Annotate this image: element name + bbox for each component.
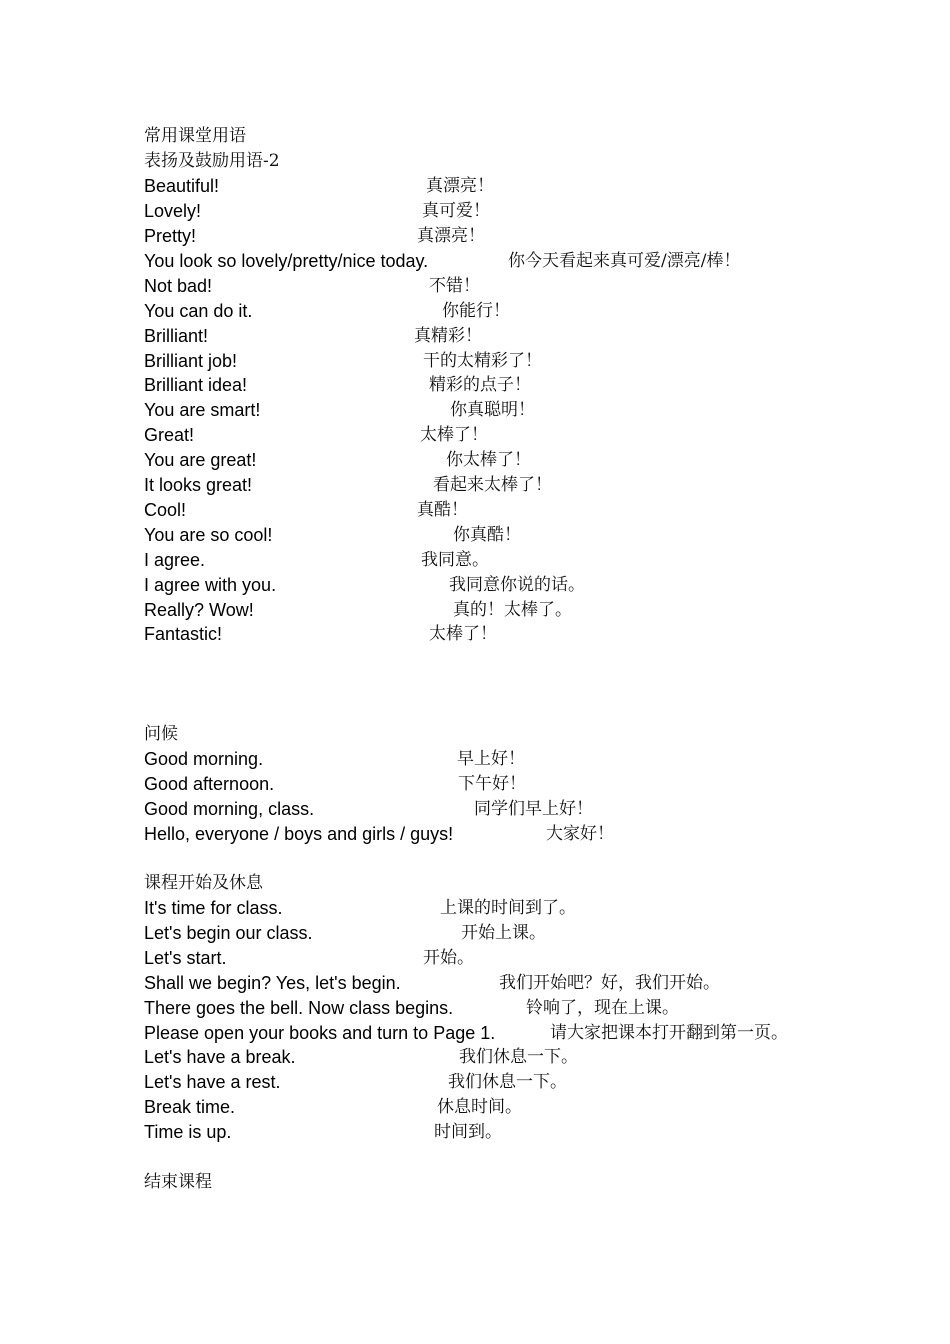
phrase-row <box>0 1120 950 1144</box>
chinese-translation: 时间到。 <box>434 1122 502 1142</box>
english-phrase: Let's begin our class. <box>144 923 313 943</box>
phrase-row <box>0 573 950 597</box>
chinese-translation: 我同意你说的话。 <box>449 575 585 595</box>
english-phrase: Let's have a break. <box>144 1047 296 1067</box>
english-phrase: Brilliant job! <box>144 351 238 371</box>
english-phrase: Shall we begin? Yes, let's begin. <box>144 973 401 993</box>
phrase-row <box>0 896 950 920</box>
phrase-row <box>0 523 950 547</box>
phrase-row <box>0 996 950 1020</box>
english-phrase: Let's have a rest. <box>144 1072 281 1092</box>
section-heading-class-end: 结束课程 <box>144 1172 212 1192</box>
phrase-row <box>0 199 950 223</box>
chinese-translation: 下午好！ <box>458 774 526 794</box>
english-phrase: You are great! <box>144 450 257 470</box>
phrase-row <box>0 373 950 397</box>
chinese-translation: 你真酷！ <box>453 525 521 545</box>
phrase-row <box>0 299 950 323</box>
english-phrase: Lovely! <box>144 201 202 221</box>
phrase-row <box>0 498 950 522</box>
english-phrase: There goes the bell. Now class begins. <box>144 998 454 1018</box>
english-phrase: Hello, everyone / boys and girls / guys! <box>144 824 454 844</box>
chinese-translation: 早上好！ <box>457 749 525 769</box>
english-phrase: Not bad! <box>144 276 213 296</box>
chinese-translation: 请大家把课本打开翻到第一页。 <box>550 1023 788 1043</box>
english-phrase: Time is up. <box>144 1122 232 1142</box>
phrase-row <box>0 224 950 248</box>
english-phrase: Brilliant! <box>144 326 209 346</box>
chinese-translation: 精彩的点子！ <box>429 375 531 395</box>
chinese-translation: 铃响了，现在上课。 <box>526 998 679 1018</box>
phrase-row <box>0 772 950 796</box>
phrase-row <box>0 622 950 646</box>
chinese-translation: 你真聪明！ <box>450 400 535 420</box>
chinese-translation: 真漂亮！ <box>426 176 494 196</box>
english-phrase: Good afternoon. <box>144 774 275 794</box>
phrase-row <box>0 1021 950 1045</box>
phrase-row <box>0 423 950 447</box>
section-heading-greetings: 问候 <box>144 724 178 744</box>
chinese-translation: 我同意。 <box>421 550 489 570</box>
chinese-translation: 不错！ <box>429 276 480 296</box>
phrase-row <box>0 747 950 771</box>
english-phrase: Beautiful! <box>144 176 220 196</box>
english-phrase: You can do it. <box>144 301 253 321</box>
chinese-translation: 我们开始吧？好，我们开始。 <box>499 973 720 993</box>
english-phrase: Great! <box>144 425 195 445</box>
english-phrase: Fantastic! <box>144 624 223 644</box>
chinese-translation: 真酷！ <box>417 500 468 520</box>
phrase-row <box>0 598 950 622</box>
chinese-translation: 开始。 <box>423 948 474 968</box>
chinese-translation: 太棒了！ <box>429 624 497 644</box>
chinese-translation: 我们休息一下。 <box>448 1072 567 1092</box>
chinese-translation: 我们休息一下。 <box>459 1047 578 1067</box>
english-phrase: Good morning, class. <box>144 799 315 819</box>
english-phrase: Let's start. <box>144 948 227 968</box>
chinese-translation: 休息时间。 <box>437 1097 522 1117</box>
english-phrase: Pretty! <box>144 226 197 246</box>
phrase-row <box>0 946 950 970</box>
phrase-row <box>0 324 950 348</box>
english-phrase: You are so cool! <box>144 525 273 545</box>
phrase-row <box>0 398 950 422</box>
phrase-row <box>0 448 950 472</box>
chinese-translation: 你能行！ <box>442 301 510 321</box>
chinese-translation: 开始上课。 <box>461 923 546 943</box>
english-phrase: You are smart! <box>144 400 261 420</box>
phrase-row <box>0 971 950 995</box>
chinese-translation: 真的！太棒了。 <box>453 600 572 620</box>
english-phrase: Cool! <box>144 500 187 520</box>
english-phrase: I agree. <box>144 550 206 570</box>
english-phrase: You look so lovely/pretty/nice today. <box>144 251 429 271</box>
english-phrase: It looks great! <box>144 475 253 495</box>
phrase-row <box>0 921 950 945</box>
chinese-translation: 真漂亮！ <box>417 226 485 246</box>
phrase-row <box>0 249 950 273</box>
english-phrase: It's time for class. <box>144 898 283 918</box>
phrase-row <box>0 349 950 373</box>
phrase-row <box>0 1070 950 1094</box>
chinese-translation: 真可爱！ <box>422 201 490 221</box>
chinese-translation: 同学们早上好！ <box>474 799 593 819</box>
chinese-translation: 干的太精彩了！ <box>423 351 542 371</box>
chinese-translation: 上课的时间到了。 <box>440 898 576 918</box>
chinese-translation: 大家好！ <box>546 824 614 844</box>
section-heading-praise: 表扬及鼓励用语-2 <box>144 151 280 171</box>
english-phrase: Break time. <box>144 1097 236 1117</box>
phrase-row <box>0 1045 950 1069</box>
phrase-row <box>0 473 950 497</box>
english-phrase: Brilliant idea! <box>144 375 248 395</box>
english-phrase: I agree with you. <box>144 575 277 595</box>
phrase-row <box>0 548 950 572</box>
chinese-translation: 你今天看起来真可爱/漂亮/棒！ <box>508 251 741 271</box>
chinese-translation: 看起来太棒了！ <box>433 475 552 495</box>
chinese-translation: 真精彩！ <box>414 326 482 346</box>
chinese-translation: 太棒了！ <box>420 425 488 445</box>
english-phrase: Good morning. <box>144 749 264 769</box>
section-heading-class-start: 课程开始及休息 <box>144 873 263 893</box>
phrase-row <box>0 822 950 846</box>
phrase-row <box>0 174 950 198</box>
document-title: 常用课堂用语 <box>144 126 246 146</box>
chinese-translation: 你太棒了！ <box>446 450 531 470</box>
phrase-row <box>0 797 950 821</box>
phrase-row <box>0 1095 950 1119</box>
phrase-row <box>0 274 950 298</box>
english-phrase: Please open your books and turn to Page 1. <box>144 1023 496 1043</box>
english-phrase: Really? Wow! <box>144 600 254 620</box>
